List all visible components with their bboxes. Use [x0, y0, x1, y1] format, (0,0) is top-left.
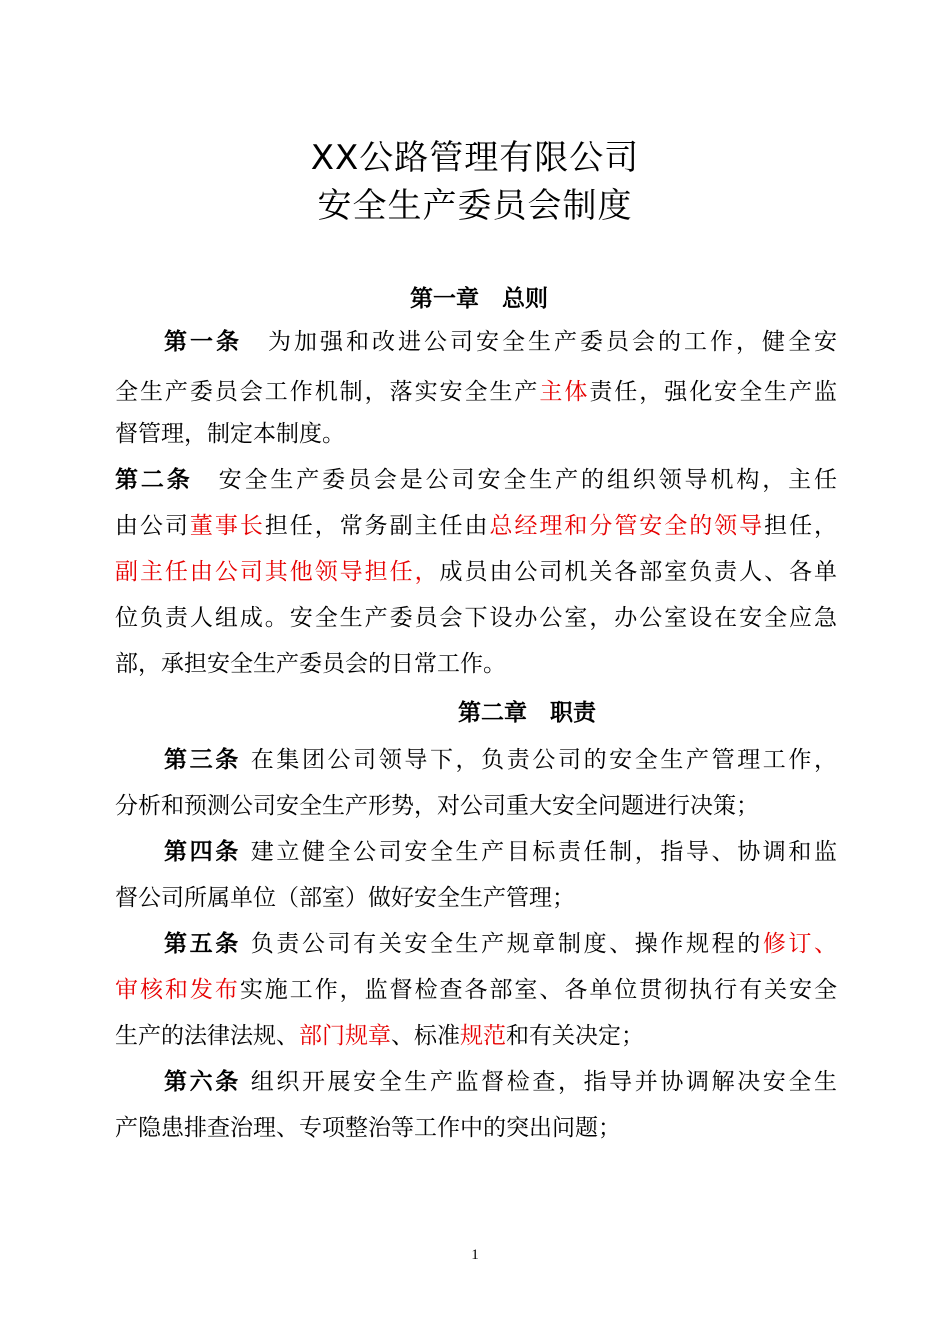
article-1-label: 第一条: [164, 329, 242, 355]
article-5-line-3: 生产的法律法规、部门规章、标准规范和有关决定；: [115, 1023, 644, 1049]
highlight-text: 审核和发布: [115, 977, 240, 1003]
article-1-line-3: 督管理，制定本制度。: [115, 421, 345, 447]
article-3-line-2: 分析和预测公司安全生产形势，对公司重大安全问题进行决策；: [115, 793, 759, 819]
article-6-line-2: 产隐患排查治理、专项整治等工作中的突出问题；: [115, 1115, 621, 1141]
article-2-line-3: 副主任由公司其他领导担任，成员由公司机关各部室负责人、各单: [115, 559, 838, 585]
article-4-label: 第四条: [164, 839, 241, 865]
article-2-line-4: 位负责人组成。安全生产委员会下设办公室，办公室设在安全应急: [115, 605, 837, 631]
document-title-line2: 安全生产委员会制度: [317, 186, 633, 226]
highlight-text: 部门规章: [299, 1023, 391, 1049]
article-6-label: 第六条: [164, 1069, 241, 1095]
article-6-line-1: 第六条 组织开展安全生产监督检查，指导并协调解决安全生: [164, 1069, 838, 1095]
article-2-line-5: 部，承担安全生产委员会的日常工作。: [115, 651, 506, 677]
article-5-line-1: 第五条 负责公司有关安全生产规章制度、操作规程的修订、: [164, 931, 838, 957]
article-2-label: 第二条: [115, 467, 193, 493]
article-3-line-1: 第三条 在集团公司领导下，负责公司的安全生产管理工作，: [164, 747, 838, 773]
document-title-line1: XX公路管理有限公司: [310, 138, 640, 178]
article-2-line-2: 由公司董事长担任，常务副主任由总经理和分管安全的领导担任，: [115, 513, 838, 539]
highlight-text: 总经理和分管安全的领导: [489, 513, 765, 539]
highlight-text: 规范: [460, 1023, 506, 1049]
article-5-line-2: 审核和发布实施工作，监督检查各部室、各单位贯彻执行有关安全: [115, 977, 838, 1003]
article-5-label: 第五条: [164, 931, 241, 957]
chapter-2-heading: 第二章 职责: [458, 700, 596, 726]
highlight-text: 修订、: [762, 931, 838, 957]
article-4-line-2: 督公司所属单位（部室）做好安全生产管理；: [115, 885, 575, 911]
article-2-line-1: 第二条 安全生产委员会是公司安全生产的组织领导机构，主任: [115, 467, 838, 493]
highlight-text: 董事长: [189, 513, 265, 539]
article-4-line-1: 第四条 建立健全公司安全生产目标责任制，指导、协调和监: [164, 839, 838, 865]
article-3-label: 第三条: [164, 747, 241, 773]
page-number: 1: [471, 1247, 479, 1263]
article-1-line-1: 第一条 为加强和改进公司安全生产委员会的工作，健全安: [164, 329, 837, 355]
highlight-text: 主体: [539, 379, 590, 405]
highlight-text: 副主任由公司其他领导担任，: [115, 559, 440, 585]
chapter-1-heading: 第一章 总则: [410, 286, 548, 312]
article-1-line-2: 全生产委员会工作机制，落实安全生产主体责任，强化安全生产监: [115, 379, 838, 405]
